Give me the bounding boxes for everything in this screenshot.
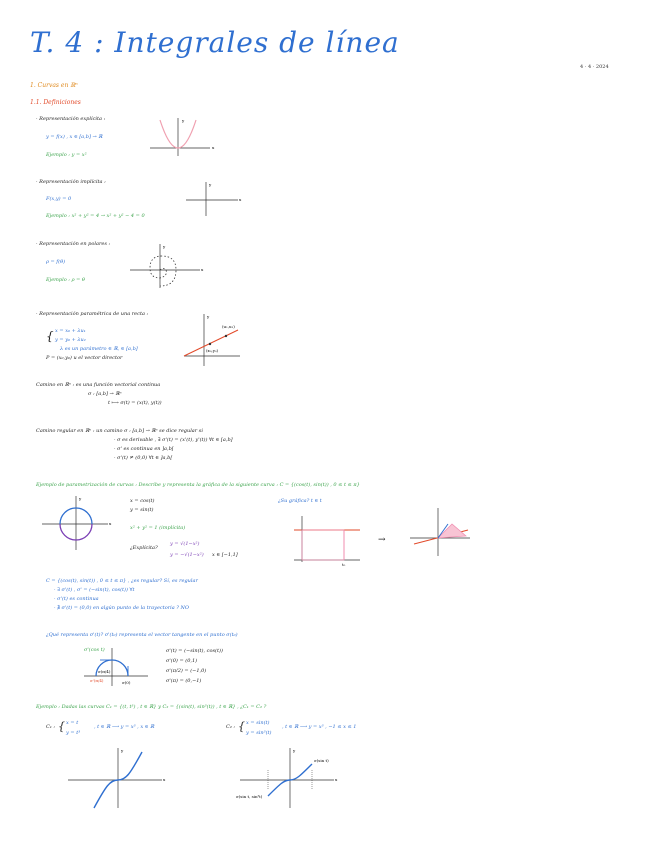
- svg-text:x: x: [109, 521, 112, 526]
- c2-y: y = sin³(t): [246, 730, 272, 736]
- c1-result: , t ∈ ℝ ⟶ y = x³ , x ∈ ℝ: [94, 724, 155, 730]
- regular-cond-1: · σ es derivable , ∃ σ'(t) = (x'(t), y'(t)) ∀t ∈ [a,b]: [114, 437, 233, 443]
- svg-text:y: y: [209, 182, 212, 187]
- c2-x: x = sin(t): [246, 720, 270, 726]
- explicit-example: Ejemplo : y = x²: [46, 152, 87, 158]
- ex1-graph-q: ¿Su gráfica? t ∈ t: [278, 498, 322, 504]
- param-eq-y: y = y₀ + λu₂: [55, 337, 86, 343]
- brace: {: [58, 720, 65, 733]
- subsection-heading: 1.1. Definiciones: [30, 99, 81, 106]
- ex1-explicit-neg: y = −√(1−x²): [170, 552, 204, 558]
- implicit-label: · Representación implícita :: [36, 179, 106, 185]
- polar-example: Ejemplo : ρ = θ: [46, 277, 85, 283]
- svg-text:y: y: [182, 118, 185, 123]
- svg-text:x: x: [201, 267, 204, 272]
- example-1-heading: Ejemplo de parametrización de curvas : Describe y representa la gráfica de la siguiente curva : C = {(cos(t), sin(t)) , 0 ≤ t ≤ π}: [36, 482, 360, 488]
- c2-bottom-label: σ(sin t, sin³t): [236, 794, 263, 799]
- ex1-lbl-a: σ(π/4): [98, 669, 111, 674]
- ex1-explicit-q: ¿Explícita?: [130, 545, 158, 551]
- date: 4 · 4 · 2024: [580, 64, 609, 70]
- polar-spiral-graph: [128, 242, 206, 290]
- ex1-tangent-graph: [408, 506, 474, 558]
- polar-formula: ρ = f(θ): [46, 259, 66, 265]
- explicit-formula: y = f(x) , x ∈ [a,b] → ℝ: [46, 134, 103, 140]
- svg-text:y: y: [163, 244, 166, 249]
- explicit-label: · Representación explícita :: [36, 116, 106, 122]
- param-label: · Representación paramétrica de una recta :: [36, 311, 149, 317]
- path-def: Camino en ℝⁿ : es una función vectorial continua: [36, 382, 161, 388]
- c1-y: y = t³: [66, 730, 81, 736]
- ex1-lbl-c: σ'(π/4): [90, 678, 104, 683]
- ex1-q5: ¿Qué representa σ'(t)? σ'(t₀) representa el vector tangente en el punto σ(t₀): [46, 632, 238, 638]
- regular-cond-3: · σ'(t) ≠ (0,0) ∀t ∈ ]a,b[: [114, 455, 173, 461]
- ex1-sys-y: y = sin(t): [130, 507, 154, 513]
- c2-result: , t ∈ ℝ ⟶ y = x³ , −1 ≤ x ≤ 1: [282, 724, 357, 730]
- ex1-q4: · ∄ σ'(t) = (0,0) en algún punto de la trayectoria ? NO: [54, 605, 190, 611]
- ex1-q3: · σ'(t) es continua: [54, 596, 99, 602]
- line-graph: [182, 312, 244, 368]
- path-map: σ : [a,b] → ℝⁿ: [88, 391, 122, 397]
- ex1-range: x ∈ [−1,1]: [212, 552, 238, 558]
- regular-cond-2: · σ' es continua en ]a,b[: [114, 446, 174, 452]
- parabola-graph: [148, 116, 218, 158]
- c1-x: x = t: [66, 720, 79, 726]
- svg-text:y: y: [121, 748, 124, 753]
- c2-top-label: σ(sin t): [314, 758, 329, 763]
- ex1-r2: σ'(0) = (0,1): [166, 658, 198, 664]
- regular-def: Camino regular en ℝⁿ : un camino σ : [a,b] → ℝⁿ se dice regular si: [36, 428, 203, 434]
- example-2-heading: Ejemplo : Dadas las curvas C₁ = {(t, t³) , t ∈ ℝ} y C₂ = {(sin(t), sin³(t)) , t ∈ ℝ} , ¿C₁ = C₂ ?: [36, 704, 267, 710]
- ex1-q1: C = {(cos(t), sin(t)) , 0 ≤ t ≤ π} , ¿es regular? Sí, es regular: [46, 578, 198, 584]
- ex1-vector-label: σ'(cos t): [84, 647, 105, 653]
- c2-label: C₂ :: [226, 724, 236, 730]
- ex1-step-graph: [292, 514, 364, 566]
- svg-text:x: x: [163, 777, 166, 782]
- brace: {: [46, 329, 54, 343]
- arrow: →: [378, 535, 386, 545]
- ex1-explicit-pos: y = √(1−x²): [170, 541, 200, 547]
- param-point-note: P = (x₀,y₀) u el vector director: [46, 355, 123, 361]
- svg-text:y: y: [207, 314, 210, 319]
- implicit-formula: F(x,y) = 0: [46, 196, 72, 202]
- ex1-q2: · ∃ σ'(t) , σ' = (−sin(t), cos(t)) ∀t: [54, 587, 135, 593]
- point-p-label: (x₀,y₀): [206, 348, 219, 353]
- c1-label: C₁ :: [46, 724, 56, 730]
- section-heading: 1. Curvas en ℝⁿ: [30, 82, 78, 89]
- svg-text:x: x: [239, 197, 242, 202]
- unit-circle-graph: [40, 494, 112, 552]
- brace: {: [238, 720, 245, 733]
- svg-text:x: x: [212, 145, 215, 150]
- svg-text:y: y: [293, 748, 296, 753]
- polar-label: · Representación en polares :: [36, 241, 111, 247]
- implicit-axes: [184, 180, 242, 218]
- ex1-r3: σ'(π/2) = (−1,0): [166, 668, 207, 674]
- ex1-lbl-b: σ(0): [122, 680, 131, 685]
- page-title: T. 4 : Integrales de línea: [30, 26, 400, 59]
- svg-text:y: y: [79, 496, 82, 501]
- param-note: λ es un parámetro ∈ ℝ, ∈ [a,b]: [60, 346, 138, 352]
- path-rule: t ⟼ σ(t) = (x(t), y(t)): [108, 400, 162, 406]
- cubic-graph-c1: [66, 746, 166, 810]
- implicit-example: Ejemplo : x² + y² = 4 → x² + y² − 4 = 0: [46, 213, 145, 219]
- cubic-graph-c2: [238, 746, 338, 810]
- point-u-label: (u₁,u₂): [222, 324, 235, 329]
- param-eq-x: x = x₀ + λu₁: [55, 328, 86, 334]
- ex1-gx-label: t₀: [342, 562, 346, 567]
- ex1-implicit: x² + y² = 1 (implícita): [130, 525, 186, 531]
- ex1-r4: σ'(π) = (0,−1): [166, 678, 202, 684]
- svg-text:x: x: [335, 777, 338, 782]
- ex1-sys-x: x = cos(t): [130, 498, 155, 504]
- ex1-r1: σ'(t) = (−sin(t), cos(t)): [166, 648, 223, 654]
